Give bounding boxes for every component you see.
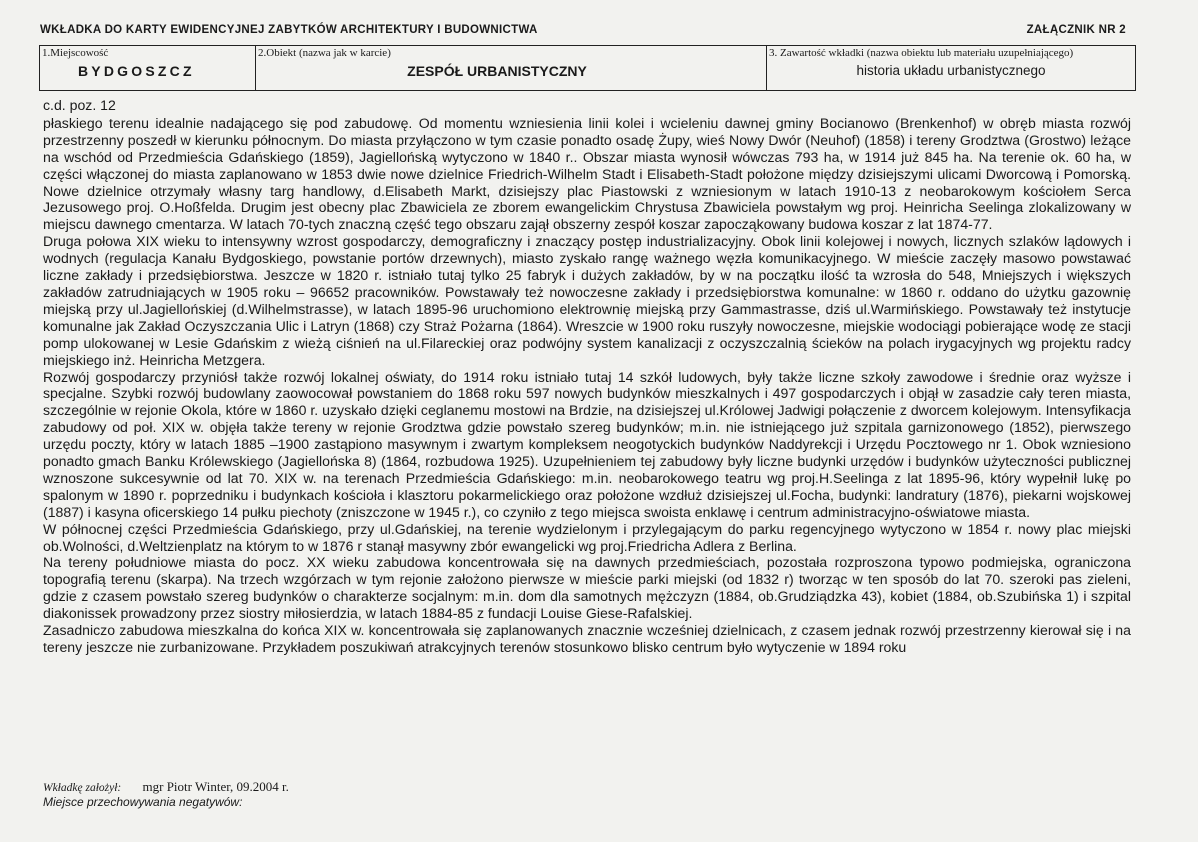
author-line bbox=[43, 779, 289, 795]
author-value: mgr Piotr Winter, 09.2004 r. bbox=[142, 779, 289, 794]
storage-line: Miejsce przechowywania negatywów: bbox=[43, 795, 243, 809]
place-label: 1.Miejscowość bbox=[42, 47, 109, 59]
paragraph: W północnej części Przedmieścia Gdańskiego, przy ul.Gdańskiej, na terenie wydzielonym i przylegającym do parku regencyjnego wytyczono w 1854 r. nowy plac miejski ob.Wolności, d.Weltzienplatz na którym to w 1876 r stanął masywny zbór ewangelicki wg proj.Friedricha Adlera z Berlina. bbox=[43, 520, 1131, 554]
place-cell bbox=[40, 46, 256, 90]
paragraph: Druga połowa XIX wieku to intensywny wzrost gospodarczy, demograficzny i znaczący postęp industrializacyjny. Obok linii kolejowej i nowych, licznych szlaków lądowych i wodnych (regulacja Kanału Bydgoskiego, powstanie portów drzewnych), miasto zyskało rangę ważnego węzła komunikacyjnego. W mieście zaczęły masowo powstawać liczne zakłady i przedsiębiorstwa. Jeszcze w 1820 r. istniało tutaj tylko 25 fabryk i dużych zakładów, by w na początku ilość ta wzrosła do 548, Mniejszych i większych zakładów zatrudniających w 1905 roku – 96652 pracowników. Powstawały też nowoczesne zakłady i przedsiębiorstwa komunalne: w 1860 r. oddano do użytku gazownię miejską przy ul.Jagiellońskiej (d.Wilhelmstrasse), w latach 1895-96 uruchomiono elektrownię miejską przy Gammastrasse, dziś ul.Warmińskiego. Powstawały też instytucje komunalne jak Zakład Oczyszczania Ulic i Latryn (1868) czy Straż Pożarna (1864). Wreszcie w 1900 roku ruszyły nowoczesne, miejskie wodociągi pobierające wodę ze stacji pomp ulokowanej w Lesie Gdańskim z wieżą ciśnień na ul.Filareckiej oraz podwójny system kanalizacji z oczyszczalnią ścieków na polach irygacyjnych wg projektu radcy miejskiego inż. Heinricha Metzgera. bbox=[43, 233, 1131, 368]
paragraph: Na tereny południowe miasta do pocz. XX wieku zabudowa koncentrowała się na dawnych przedmieściach, pozostała rozproszona typowo podmiejska, ograniczona topografią terenu (skarpa). Na trzech wzgórzach w tym rejonie założono pierwsze w mieście parki miejski (od 1832 r) tworząc w ten sposób do lat 70. szeroki pas zieleni, gdzie z czasem powstało szereg budynków o charakterze socjalnym: m.in. dom dla samotnych mężczyzn (1884, ob.Grudziądzka 43), kobiet (1884, ob.Szubińska 1) i szpital diakonissek prowadzony przez siostry miłosierdzia, w latach 1884-85 z fundacji Louise Giese-Rafalskiej. bbox=[43, 554, 1131, 622]
content-cell bbox=[767, 46, 1135, 90]
paragraph: Rozwój gospodarczy przyniósł także rozwój lokalnej oświaty, do 1914 roku istniało tutaj 14 szkół ludowych, były także liczne szkoły zawodowe i średnie oraz wyższe i specjalne. Szybki rozwój budowlany zaowocował powstaniem do 1868 roku 597 nowych budynków mieszkalnych i 497 gospodarczych i objął w zasadzie cały teren miasta, szczególnie w rejonie Okola, które w 1860 r. uzyskało dzięki ceglanemu mostowi na Brdzie, na dzisiejszej ul.Królowej Jadwigi połączenie z dworcem kolejowym. Intensyfikacja zabudowy od poł. XIX w. objęła także tereny w rejonie Grodztwa gdzie powstało szereg budynków; m.in. nie istniejącego już szpitala garnizonowego (1852), pierwszego urzędu poczty, który w latach 1885 –1900 zastąpiono masywnym i zwartym kompleksem neogotyckich budynków Naddyrekcji i Urzędu Pocztowego nr 1. Obok wzniesiono ponadto gmach Banku Królewskiego (Jagiellońska 8) (1864, rozbudowa 1925). Uzupełnieniem tej zabudowy były liczne budynki urzędów i budynków użyteczności publicznej wznoszone sukcesywnie od lat 70. XIX w. na terenach Przedmieścia Gdańskiego: m.in. neobarokowego teatru wg proj.H.Seelinga z lat 1895-96, który wypełnił lukę po spalonym w 1890 r. poprzedniku i budynkach kościoła i klasztoru pokarmelickiego oraz położone wzdłuż dzisiejszej ul.Focha, budynki: landratury (1876), piekarni wojskowej (1887) i kasyna oficerskiego 14 pułku piechoty (zniszczone w 1945 r.), co czyniło z tego miejsca swoista enklawę i centrum administracyjno-oświatowe miasta. bbox=[43, 368, 1131, 520]
top-bar bbox=[40, 24, 1126, 40]
object-value: ZESPÓŁ URBANISTYCZNY bbox=[407, 63, 587, 79]
annex-number: ZAŁĄCZNIK NR 2 bbox=[1026, 24, 1126, 36]
paragraph: Zasadniczo zabudowa mieszkalna do końca XIX w. koncentrowała się zaplanowanych znacznie wcześniej dzielnicach, z czasem jednak rozwój przestrzenny kierował się i na tereny jeszcze nie zurbanizowane. Przykładem poszukiwań atrakcyjnych terenów stosunkowo blisko centrum było wytyczenie w 1894 roku bbox=[43, 622, 1131, 655]
body-text bbox=[43, 97, 1131, 656]
content-label: 3. Zawartość wkładki (nazwa obiektu lub materiału uzupełniającego) bbox=[769, 47, 1074, 59]
header-table bbox=[39, 45, 1136, 91]
document-title: WKŁADKA DO KARTY EWIDENCYJNEJ ZABYTKÓW ARCHITEKTURY I BUDOWNICTWA bbox=[40, 24, 538, 36]
object-label: 2.Obiekt (nazwa jak w karcie) bbox=[258, 47, 391, 59]
continuation-note: c.d. poz. 12 bbox=[43, 97, 116, 113]
object-cell bbox=[256, 46, 767, 90]
author-label: Wkładkę założył: bbox=[43, 782, 122, 794]
paragraph: płaskiego terenu idealnie nadającego się pod zabudowę. Od momentu wzniesienia linii kolei i wcieleniu dawnej gminy Bocianowo (Brenkenhof) w obręb miasta rozwój przestrzenny poszedł w kierunku północnym. Do miasta przyłączono w tym czasie ponadto osadę Żupy, wieś Nowy Dwór (Neuhof) (1858) i tereny Grodztwa (Grostwo) leżące na wschód od Przedmieścia Gdańskiego (1859), Jagiellońską wytyczono w 1840 r.. Obszar miasta wynosił wówczas 793 ha, w 1914 już 845 ha. Na terenie ok. 60 ha, w części włączonej do miasta zaplanowano w 1853 dwie nowe dzielnice Friedrich-Wilhelm Stadt i Elisabeth-Stadt położone między dzisiejszymi ulicami Dworcową i Pomorską. Nowe dzielnice otrzymały własny targ handlowy, d.Elisabeth Markt, dzisiejszy plac Piastowski z wzniesionym w latach 1910-13 z neobarokowym kościołem Serca Jezusowego proj. O.Hoßfelda. Drugim jest obecny plac Zbawiciela ze zborem ewangelickim Chrystusa Zbawiciela powstałym wg proj. Heinricha Seelinga zlokalizowany w miejscu dawnego cmentarza. W latach 70-tych znaczną część tego obszaru zajął obszerny zespół koszar zapocząkowany budowa koszar z lat 1874-77. bbox=[43, 114, 1131, 233]
place-value: BYDGOSZCZ bbox=[78, 63, 195, 79]
content-value: historia układu urbanistycznego bbox=[856, 63, 1046, 78]
